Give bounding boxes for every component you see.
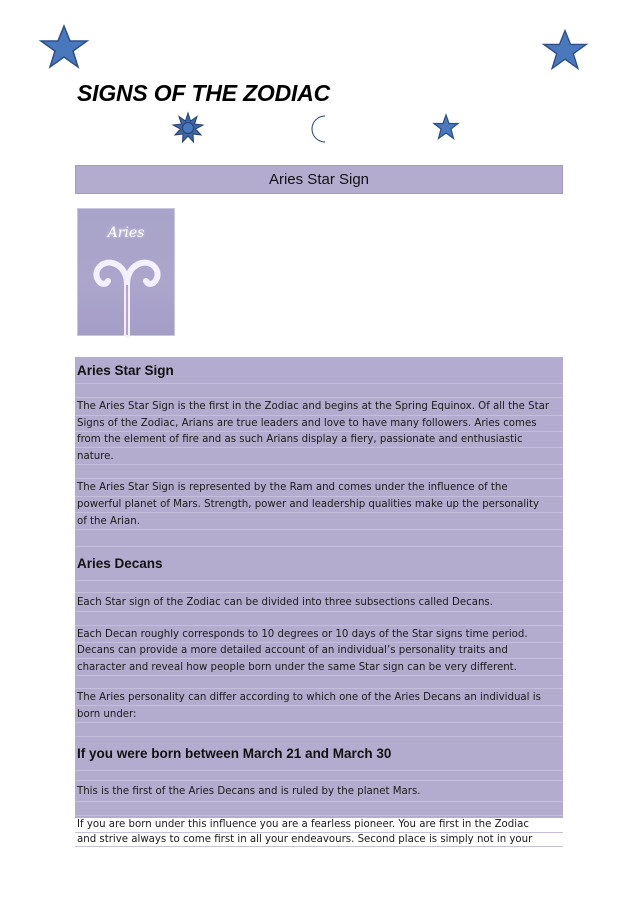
sun-icon xyxy=(173,113,203,143)
spacer-row xyxy=(75,465,563,479)
page-title: SIGNS OF THE ZODIAC xyxy=(77,80,331,106)
text-line: The Aries Star Sign is the first in the Zodiac and begins at the Spring Equinox. Of all the Star xyxy=(75,398,563,416)
text-line: This is the first of the Aries Decans and is ruled by the planet Mars. xyxy=(75,781,563,802)
text-line: character and reveal how people born under the same Star sign can be very different. xyxy=(75,659,563,676)
spacer-row xyxy=(75,384,563,398)
text-line: from the element of fire and as such Arians display a fiery, passionate and enthusiastic xyxy=(75,432,563,448)
spacer-row xyxy=(75,676,563,689)
spacer-row xyxy=(75,771,563,781)
text-line: of the Arian. xyxy=(75,513,563,530)
spacer-row xyxy=(75,530,563,547)
section-heading: Aries Decans xyxy=(75,547,563,581)
spacer-row xyxy=(75,612,563,626)
section-heading: Aries Star Sign xyxy=(75,357,563,384)
banner-text: Aries Star Sign xyxy=(268,171,370,188)
right-star-icon xyxy=(541,28,589,72)
text-line: Each Star sign of the Zodiac can be divided into three subsections called Decans. xyxy=(75,593,563,612)
left-star-icon xyxy=(38,25,90,69)
text-line: and strive always to come first in all your endeavours. Second place is simply not in your xyxy=(75,833,563,847)
spacer-row xyxy=(75,581,563,593)
text-line: powerful planet of Mars. Strength, power and leadership qualities make up the personality xyxy=(75,497,563,513)
small-star-icon xyxy=(433,114,459,140)
crescent-moon-icon xyxy=(309,115,331,143)
text-line: Each Decan roughly corresponds to 10 degrees or 10 days of the Star signs time period. xyxy=(75,626,563,643)
text-line: The Aries personality can differ according to which one of the Aries Decans an individual is xyxy=(75,689,563,706)
content-table xyxy=(75,357,563,845)
aries-sign-image xyxy=(77,208,175,336)
spacer-row xyxy=(75,723,563,737)
section-heading: If you were born between March 21 and March 30 xyxy=(75,737,563,771)
text-line: Signs of the Zodiac, Arians are true leaders and love to have many followers. Aries comes xyxy=(75,416,563,432)
text-line: born under: xyxy=(75,706,563,723)
aries-ram-glyph-icon xyxy=(92,257,162,337)
spacer-row xyxy=(75,802,563,816)
text-line: The Aries Star Sign is represented by the Ram and comes under the influence of the xyxy=(75,479,563,497)
text-line: If you are born under this influence you are a fearless pioneer. You are first in the Zodiac xyxy=(75,816,563,833)
aries-star-sign-banner xyxy=(75,165,563,194)
sign-image-label: Aries xyxy=(107,225,145,241)
text-line: nature. xyxy=(75,448,563,465)
text-line: Decans can provide a more detailed account of an individual’s personality traits and xyxy=(75,643,563,659)
